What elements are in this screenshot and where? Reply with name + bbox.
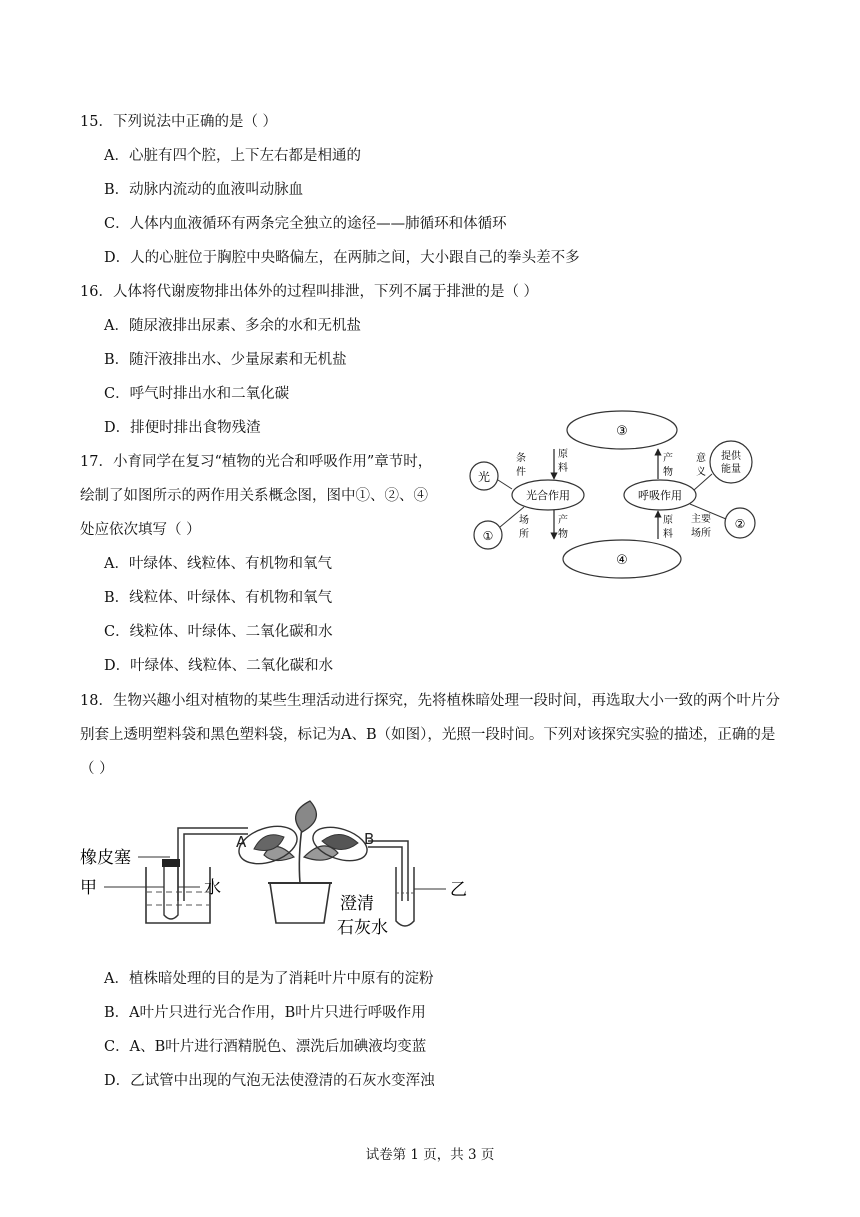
experiment-apparatus-diagram: [78, 797, 508, 942]
question-17-stem-line-3: 处应依次填写（ ）: [80, 522, 201, 538]
question-17-option-b: B．线粒体、叶绿体、有机物和氧气: [104, 590, 333, 606]
leaf-a-label: A: [236, 833, 247, 851]
node-1-label: ①: [482, 529, 494, 543]
energy-label-1: 提供: [721, 451, 741, 462]
energy-label-2: 能量: [721, 464, 741, 475]
prod2-label-2: 物: [663, 467, 673, 478]
question-18-stem: 18．生物兴趣小组对植物的某些生理活动进行探究，先将植株暗处理一段时间，再选取大小一致的两个叶片分别套上透明塑料袋和黑色塑料袋，标记为A、B（如图），光照一段时间。下列对该探究实验的描述，正确的是（ ）: [80, 693, 780, 777]
respiration-label: 呼吸作用: [638, 489, 682, 502]
raw-label-2: 料: [558, 463, 568, 474]
raw2-label-2: 料: [663, 529, 673, 540]
limewater-label-1: 澄清: [340, 894, 374, 914]
question-17-option-a: A．叶绿体、线粒体、有机物和氧气: [104, 556, 332, 572]
question-15-stem: 15．下列说法中正确的是（ ）: [80, 114, 278, 130]
cond-label-1: 条: [516, 453, 526, 464]
yi-label: 乙: [450, 880, 467, 900]
rubber-stopper: [162, 859, 180, 867]
energy-circle: [710, 441, 752, 483]
site-label-1: 场: [519, 515, 529, 526]
question-15-option-c: C．人体内血液循环有两条完全独立的途径——肺循环和体循环: [104, 216, 507, 232]
question-16-option-c: C．呼气时排出水和二氧化碳: [104, 386, 290, 402]
meaning-label-1: 意: [696, 453, 706, 464]
leaf-b-label: B: [364, 830, 375, 848]
bottom-node-label: ④: [616, 553, 628, 568]
question-18-option-a: A．植株暗处理的目的是为了消耗叶片中原有的淀粉: [104, 971, 434, 987]
main-site-label-2: 场所: [691, 528, 711, 539]
top-node-label: ③: [616, 424, 628, 439]
photosynthesis-label: 光合作用: [526, 489, 570, 502]
concept-map-diagram: [462, 407, 792, 587]
stopper-label: 橡皮塞: [80, 848, 131, 868]
page-footer: 试卷第 1 页，共 3 页: [365, 1147, 495, 1163]
prod1-label-1: 产: [558, 515, 568, 526]
question-15-option-a: A．心脏有四个腔，上下左右都是相通的: [104, 148, 361, 164]
cond-label-2: 件: [516, 467, 526, 478]
question-18-option-d: D．乙试管中出现的气泡无法使澄清的石灰水变浑浊: [104, 1073, 435, 1089]
question-15-option-b: B．动脉内流动的血液叫动脉血: [104, 182, 304, 198]
node-2-label: ②: [734, 517, 746, 531]
question-16-option-b: B．随汗液排出水、少量尿素和无机盐: [104, 352, 347, 368]
question-16-option-a: A．随尿液排出尿素、多余的水和无机盐: [104, 318, 361, 334]
raw-label-1: 原: [558, 449, 568, 460]
limewater-label-2: 石灰水: [337, 918, 388, 938]
top-leaf: [296, 801, 317, 832]
question-17-stem-line-2: 绘制了如图所示的两作用关系概念图，图中①、②、④: [80, 488, 428, 504]
water-label: 水: [204, 878, 221, 898]
meaning-label-2: 义: [696, 467, 706, 478]
prod1-label-2: 物: [558, 529, 568, 540]
light-label: 光: [477, 470, 491, 484]
cond-connector: [498, 480, 512, 489]
question-18-option-c: C．A、B叶片进行酒精脱色、漂洗后加碘液均变蓝: [104, 1039, 427, 1055]
question-18-option-b: B．A叶片只进行光合作用，B叶片只进行呼吸作用: [104, 1005, 426, 1021]
test-tube-yi: [396, 867, 414, 926]
plant-pot: [270, 883, 330, 923]
question-16-stem: 16．人体将代谢废物排出体外的过程叫排泄，下列不属于排泄的是（ ）: [80, 284, 539, 300]
prod2-label-1: 产: [663, 453, 673, 464]
question-17-option-d: D．叶绿体、线粒体、二氧化碳和水: [104, 658, 334, 674]
question-17-stem-line-1: 17．小育同学在复习“植物的光合和呼吸作用”章节时，: [80, 454, 433, 470]
raw2-label-1: 原: [663, 515, 673, 526]
site-label-2: 所: [519, 529, 529, 540]
question-16-option-d: D．排便时排出食物残渣: [104, 420, 261, 436]
main-site-label-1: 主要: [691, 514, 711, 525]
question-17-option-c: C．线粒体、叶绿体、二氧化碳和水: [104, 624, 333, 640]
jia-label: 甲: [80, 878, 97, 898]
question-15-option-d: D．人的心脏位于胸腔中央略偏左，在两肺之间，大小跟自己的拳头差不多: [104, 250, 580, 266]
